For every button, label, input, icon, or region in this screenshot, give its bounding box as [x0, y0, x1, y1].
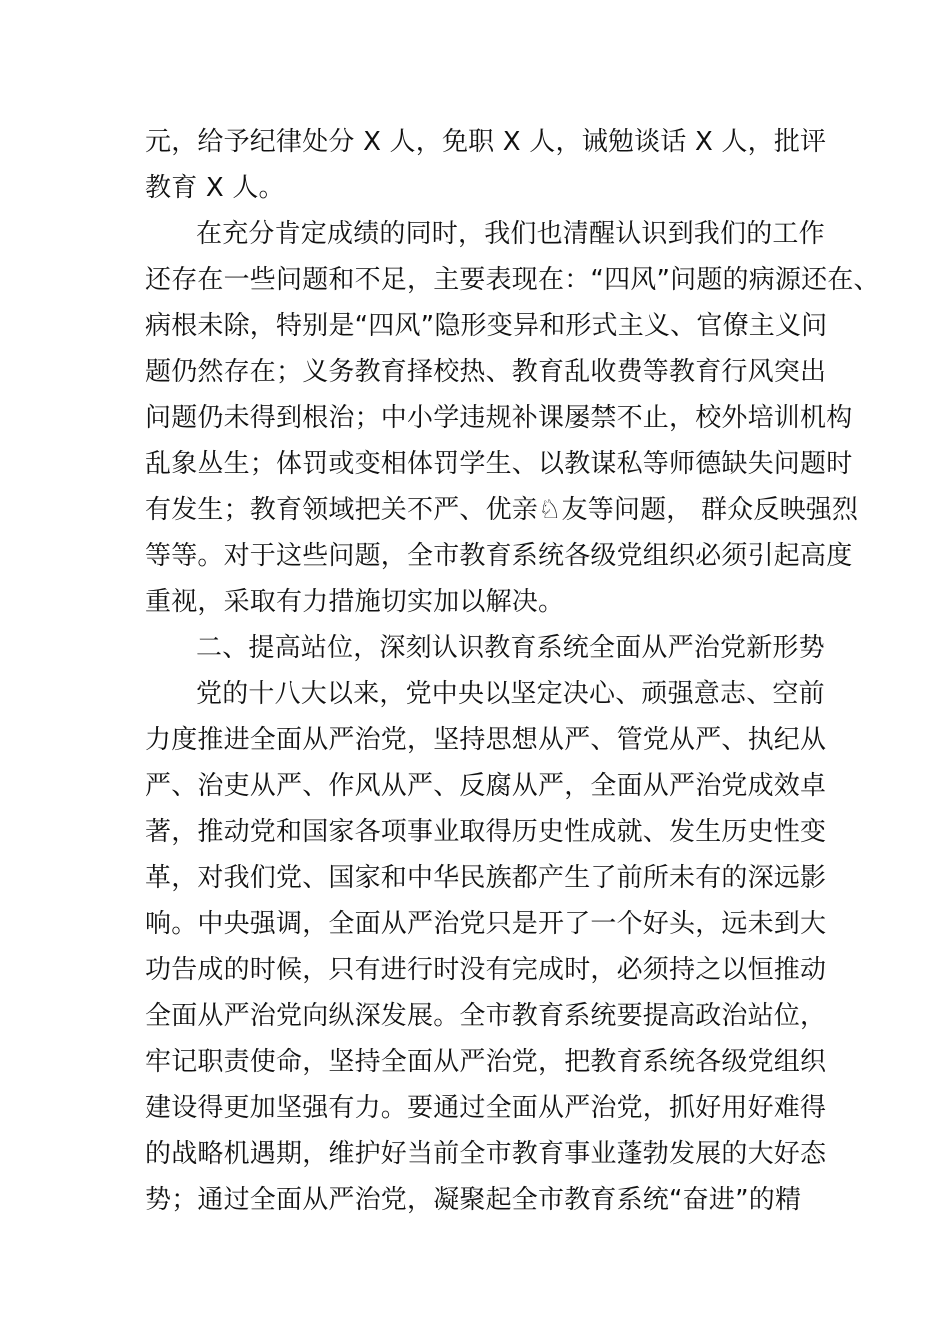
- paragraph-line: 问题仍未得到根治；中小学违规补课屡禁不止，校外培训机构: [145, 403, 853, 433]
- section-heading: 二、提高站位，深刻认识教育系统全面从严治党新形势: [196, 633, 825, 663]
- paragraph-line: 病根未除，特别是“四风”隐形变异和形式主义、官僚主义问: [145, 311, 828, 341]
- paragraph-line: 教育 X 人。: [145, 173, 285, 203]
- paragraph-line: 乱象丛生；体罚或变相体罚学生、以教谋私等师德缺失问题时: [145, 449, 853, 479]
- paragraph-line: 的战略机遇期，维护好当前全市教育事业蓬勃发展的大好态: [145, 1139, 827, 1169]
- paragraph-line: 等等。对于这些问题，全市教育系统各级党组织必须引起高度: [145, 541, 853, 571]
- paragraph-line: 有发生；教育领域把关不严、优亲♘友等问题， 群众反映强烈: [145, 495, 859, 525]
- paragraph-line: 全面从严治党向纵深发展。全市教育系统要提高政治站位，: [145, 1001, 827, 1031]
- paragraph-line: 重视，采取有力措施切实加以解决。: [145, 587, 565, 617]
- paragraph-line: 响。中央强调，全面从严治党只是开了一个好头，远未到大: [145, 909, 827, 939]
- paragraph-line: 党的十八大以来，党中央以坚定决心、顽强意志、空前: [196, 679, 825, 709]
- paragraph-line: 著，推动党和国家各项事业取得历史性成就、发生历史性变: [145, 817, 827, 847]
- paragraph-line: 元，给予纪律处分 X 人，免职 X 人，诫勉谈话 X 人，批评: [145, 127, 827, 157]
- paragraph-line: 力度推进全面从严治党，坚持思想从严、管党从严、执纪从: [145, 725, 827, 755]
- paragraph-line: 功告成的时候，只有进行时没有完成时，必须持之以恒推动: [145, 955, 827, 985]
- paragraph-line: 严、治吏从严、作风从严、反腐从严，全面从严治党成效卓: [145, 771, 827, 801]
- paragraph-line: 在充分肯定成绩的同时，我们也清醒认识到我们的工作: [196, 219, 825, 249]
- paragraph-line: 建设得更加坚强有力。要通过全面从严治党，抓好用好难得: [145, 1093, 827, 1123]
- paragraph-line: 还存在一些问题和不足，主要表现在：“四风”问题的病源还在、: [145, 265, 880, 295]
- paragraph-line: 题仍然存在；义务教育择校热、教育乱收费等教育行风突出: [145, 357, 827, 387]
- paragraph-line: 牢记职责使命，坚持全面从严治党，把教育系统各级党组织: [145, 1047, 827, 1077]
- paragraph-line: 革，对我们党、国家和中华民族都产生了前所未有的深远影: [145, 863, 827, 893]
- paragraph-line: 势；通过全面从严治党，凝聚起全市教育系统“奋进”的精: [145, 1185, 802, 1215]
